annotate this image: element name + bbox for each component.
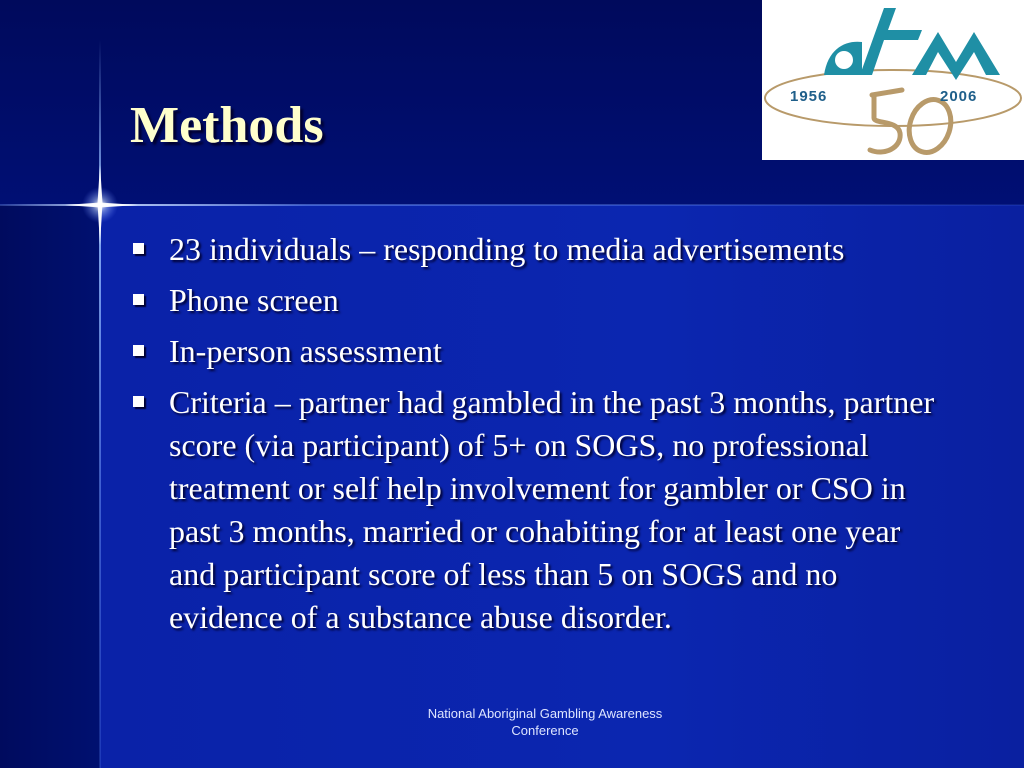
horizontal-accent-line [0, 204, 1024, 206]
bullet-text: Phone screen [169, 282, 339, 318]
bullet-item [133, 381, 953, 639]
bullet-square-icon [133, 294, 144, 305]
bullet-text: Criteria – partner had gambled in the past 3 months, partner score (via participant) of 5+ on SOGS, no professional treatment or self help involvement for gambler or CSO in past 3 months, married or cohabiting for at least one year and participant score of less than 5 on SOGS and no evidence of a substance abuse disorder. [169, 384, 935, 635]
bullet-square-icon [133, 396, 144, 407]
bullet-item [133, 330, 953, 373]
slide-title: Methods [130, 97, 324, 154]
bullet-item [133, 228, 953, 271]
bullet-text: In-person assessment [169, 333, 442, 369]
bullet-square-icon [133, 243, 144, 254]
slide-footer: National Aboriginal Gambling Awareness Conference [427, 706, 663, 738]
sparkle-icon [60, 160, 140, 250]
vertical-accent-line [99, 40, 101, 768]
conference-logo [762, 0, 1024, 160]
bullet-square-icon [133, 345, 144, 356]
logo-graphic [762, 0, 1024, 160]
logo-year-start: 1956 [790, 88, 828, 105]
bullet-item [133, 279, 953, 322]
bullet-list [133, 228, 953, 647]
bullet-text: 23 individuals – responding to media advertisements [169, 231, 845, 267]
logo-year-end: 2006 [940, 88, 978, 105]
